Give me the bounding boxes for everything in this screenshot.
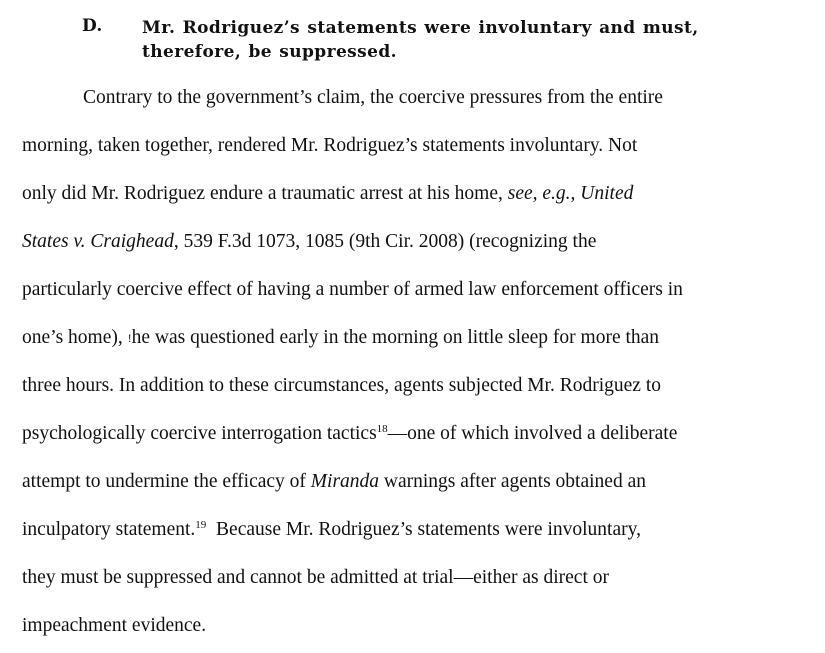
footnote-ref-19[interactable]: 19 [195,519,207,531]
body-line-4 [22,230,596,254]
body-line-12: impeachment evidence. [22,615,207,636]
citation-signal: see, e.g., United [507,183,634,204]
body-line-2: morning, taken together, rendered Mr. Rodriguez’s statements involuntary. Not [22,135,638,156]
body-line-10-text-b: Because Mr. Rodriguez’s statements were involuntary, [206,519,641,540]
body-line-3 [22,182,633,206]
body-line-11: they must be suppressed and cannot be admitted at trial—either as direct or [22,567,609,588]
body-line-6-text-a: one’s home), [22,327,128,348]
footnote-ref-18[interactable]: 18 [376,423,388,435]
body-line-9-text-a: attempt to undermine the efficacy of [22,471,311,492]
section-title: Mr. Rodriguez’s statements were involuntary and must, therefore, be suppressed. [142,18,699,62]
body-line-10 [22,518,641,542]
body-line-8 [22,422,677,446]
edit-mark: ! [127,331,132,345]
section-letter: D. [82,16,103,36]
body-line-4-text: , 539 F.3d 1073, 1085 (9th Cir. 2008) (recognizing the [173,231,597,252]
body-line-7: three hours. In addition to these circumstances, agents subjected Mr. Rodriguez to [22,375,661,396]
body-line-9-text-c: warnings after agents obtained an [379,471,646,492]
body-line-5: particularly coercive effect of having a number of armed law enforcement officers in [22,279,683,300]
body-line-10-text-a: inculpatory statement. [22,519,196,540]
body-line-9 [22,470,646,494]
case-name-craighead: States v. Craighead [22,231,174,252]
body-line-3-text: only did Mr. Rodriguez endure a traumatic arrest at his home, [22,183,508,204]
case-name-miranda: Miranda [310,471,380,492]
body-line-1: Contrary to the government’s claim, the coercive pressures from the entire [83,87,663,108]
body-line-6-text-b: he was questioned early in the morning on little sleep for more than [131,327,660,348]
body-line-8-text-a: psychologically coercive interrogation tactics [22,423,377,444]
body-line-6 [22,326,659,350]
body-line-8-text-b: —one of which involved a deliberate [387,423,678,444]
